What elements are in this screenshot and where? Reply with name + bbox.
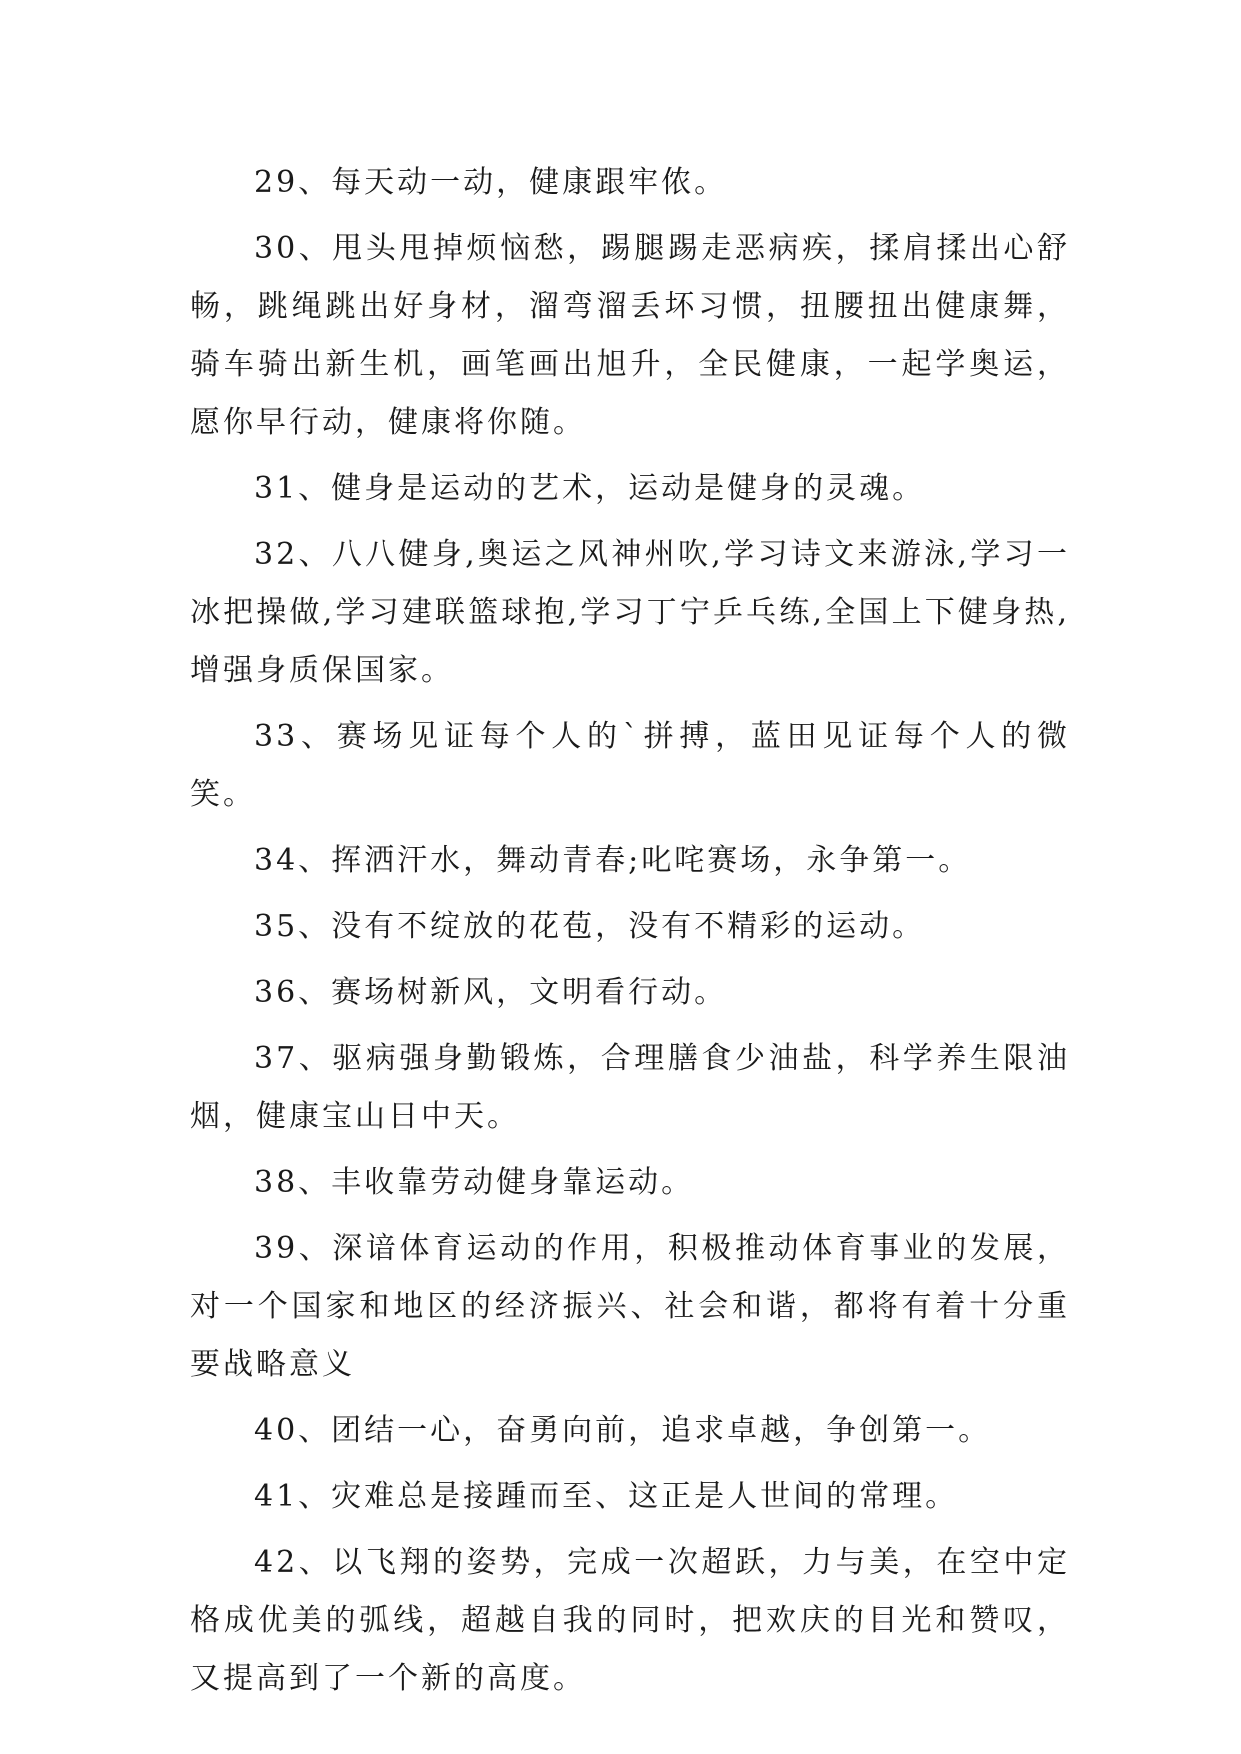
paragraph-35: 35、没有不绽放的花苞，没有不精彩的运动。 (254, 909, 926, 944)
paragraph-37: 37、驱病强身勤锻炼，合理膳食少油盐，科学养生限油烟，健康宝山日中天。 (190, 1041, 1070, 1134)
paragraph-36: 36、赛场树新风，文明看行动。 (254, 975, 728, 1010)
paragraph-40: 40、团结一心，奋勇向前，追求卓越，争创第一。 (254, 1413, 992, 1448)
paragraph-41: 41、灾难总是接踵而至、这正是人世间的常理。 (254, 1479, 959, 1514)
paragraph-33: 33、赛场见证每个人的`拼搏，蓝田见证每个人的微笑。 (190, 719, 1070, 812)
paragraph-34: 34、挥洒汗水，舞动青春;叱咤赛场，永争第一。 (254, 843, 972, 878)
paragraph-31: 31、健身是运动的艺术，运动是健身的灵魂。 (254, 471, 926, 506)
paragraph-38: 38、丰收靠劳动健身靠运动。 (254, 1165, 695, 1200)
paragraph-30: 30、甩头甩掉烦恼愁，踢腿踢走恶病疾，揉肩揉出心舒畅，跳绳跳出好身材，溜弯溜丢坏习惯，扭腰扭出健康舞，骑车骑出新生机，画笔画出旭升，全民健康，一起学奥运，愿你早行动，健康将你随。 (190, 231, 1070, 440)
paragraph-42: 42、以飞翔的姿势，完成一次超跃，力与美，在空中定格成优美的弧线，超越自我的同时，把欢庆的目光和赞叹，又提高到了一个新的高度。 (190, 1545, 1070, 1696)
paragraph-29: 29、每天动一动，健康跟牢侬。 (254, 165, 728, 200)
paragraph-32: 32、八八健身,奥运之风神州吹,学习诗文来游泳,学习一冰把操做,学习建联篮球抱,学习丁宁乒乓练,全国上下健身热,增强身质保国家。 (190, 537, 1070, 688)
document-body (190, 154, 1070, 1716)
paragraph-39: 39、深谙体育运动的作用，积极推动体育事业的发展，对一个国家和地区的经济振兴、社会和谐，都将有着十分重要战略意义 (190, 1231, 1070, 1382)
